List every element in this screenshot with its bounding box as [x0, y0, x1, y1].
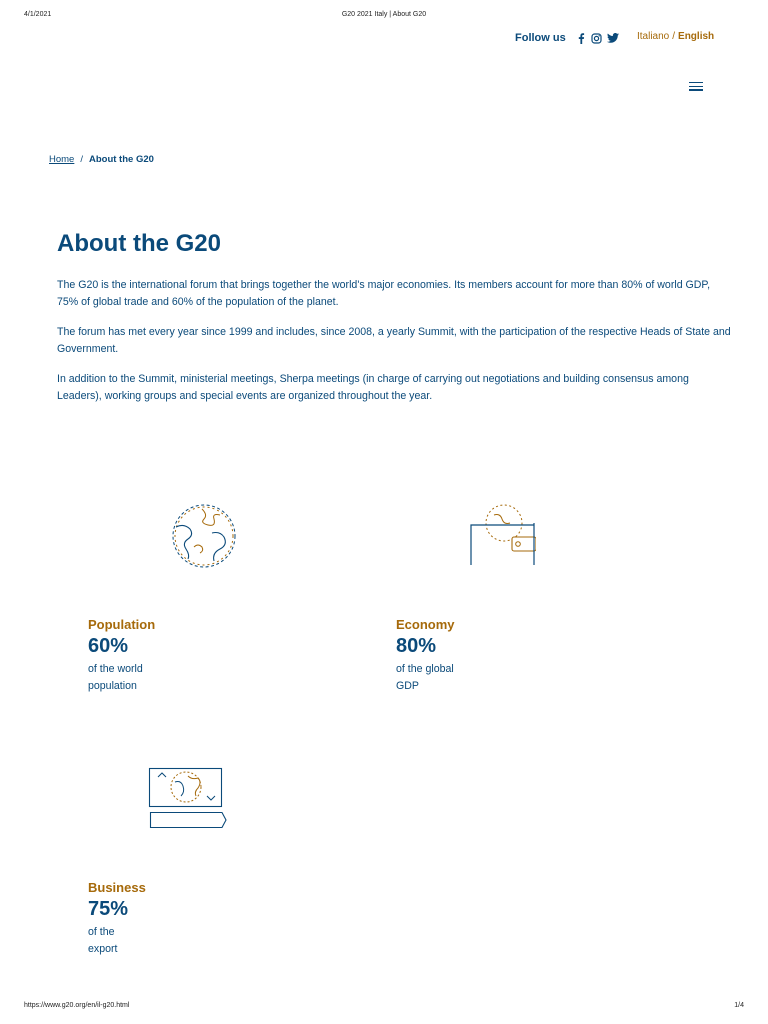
intro-paragraph-3: In addition to the Summit, ministerial meetings, Sherpa meetings (in charge of carrying out negotiations and building consensus among Leaders), working groups and special events are organized throughout the year.: [57, 373, 689, 402]
lang-english[interactable]: English: [678, 31, 715, 42]
intro-paragraph-1: The G20 is the international forum that brings together the world's major economies. Its members account for more than 80% of world GDP, 75% of global trade and 60% of the population of the planet.: [57, 279, 711, 308]
stat-description: of the export: [88, 926, 118, 955]
stat-population: [88, 617, 288, 695]
print-date: 4/1/2021: [24, 11, 52, 18]
print-page-number: 1/4: [734, 1002, 744, 1009]
facebook-icon[interactable]: [573, 31, 589, 45]
intro-paragraph-2: The forum has met every year since 1999 and includes, since 2008, a yearly Summit, with the participation of the respective Heads of State and Government.: [57, 326, 731, 355]
breadcrumb: [49, 154, 154, 165]
screen-globe-icon: [148, 766, 228, 830]
stat-economy: [396, 617, 596, 695]
breadcrumb-current: About the G20: [88, 154, 154, 165]
language-switcher: [637, 31, 714, 42]
follow-us: [515, 31, 621, 45]
hamburger-menu-icon[interactable]: [689, 82, 703, 94]
globe-icon: [168, 503, 240, 569]
print-header: [0, 11, 768, 23]
stat-label: Population: [88, 617, 156, 632]
stat-value: 60%: [88, 635, 129, 657]
breadcrumb-separator: /: [80, 154, 83, 165]
twitter-icon[interactable]: [605, 31, 621, 45]
lang-italian[interactable]: Italiano: [637, 31, 670, 42]
stat-business: [88, 880, 288, 958]
breadcrumb-home[interactable]: Home: [49, 154, 75, 165]
print-title: G20 2021 Italy | About G20: [341, 11, 427, 18]
instagram-icon[interactable]: [589, 31, 605, 45]
stat-label: Economy: [396, 617, 455, 632]
page-title: About the G20: [57, 230, 222, 257]
stat-label: Business: [88, 880, 146, 895]
follow-us-label: Follow us: [515, 32, 566, 44]
lang-separator: /: [672, 31, 676, 42]
stat-description: of the world population: [88, 663, 143, 692]
stat-value: 80%: [396, 635, 437, 657]
wallet-globe-icon: [470, 503, 536, 567]
stat-description: of the global GDP: [396, 663, 454, 692]
print-url: https://www.g20.org/en/il-g20.html: [24, 1002, 130, 1009]
stat-value: 75%: [88, 898, 129, 920]
